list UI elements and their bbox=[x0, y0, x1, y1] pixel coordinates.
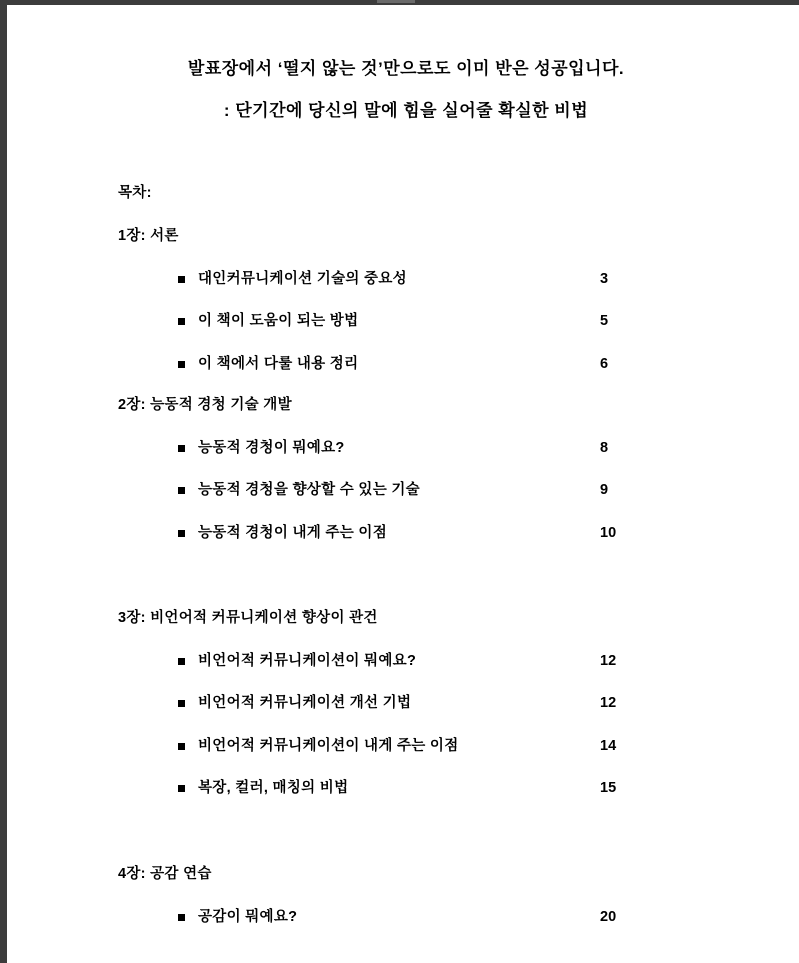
toc-entry-page-number: 10 bbox=[600, 524, 617, 541]
toc-entry-page-number: 3 bbox=[600, 270, 609, 287]
toc-entry-label: 이 책이 도움이 되는 방법 bbox=[198, 313, 359, 329]
document-subtitle: : 단기간에 당신의 말에 힘을 실어줄 확실한 비법 bbox=[223, 101, 589, 120]
square-bullet-icon bbox=[178, 743, 185, 750]
square-bullet-icon bbox=[178, 700, 185, 707]
square-bullet-icon bbox=[178, 785, 185, 792]
toc-entry-label: 능동적 경청이 내게 주는 이점 bbox=[198, 524, 387, 541]
toc-entry-page-number: 15 bbox=[600, 780, 617, 796]
square-bullet-icon bbox=[178, 487, 185, 494]
toc-entry-page-number: 9 bbox=[600, 482, 609, 498]
toc-entry-page-number: 12 bbox=[600, 652, 617, 669]
toc-entry-page-number: 12 bbox=[600, 695, 617, 711]
chapter-heading[interactable]: 3장: 비언어적 커뮤니케이션 향상이 관건 bbox=[118, 610, 378, 626]
viewer-left-border bbox=[0, 0, 7, 963]
chapter-heading[interactable]: 4장: 공감 연습 bbox=[118, 866, 212, 882]
toc-entry-page-number: 20 bbox=[600, 908, 617, 925]
document-title: 발표장에서 ‘떨지 않는 것’만으로도 이미 반은 성공입니다. bbox=[187, 59, 625, 78]
toc-entry-label: 비언어적 커뮤니케이션이 뭐예요? bbox=[198, 652, 417, 669]
toc-entry-page-number: 6 bbox=[600, 355, 609, 372]
square-bullet-icon bbox=[178, 445, 185, 452]
toc-entry-page-number: 8 bbox=[600, 439, 609, 456]
toc-entry-page-number: 5 bbox=[600, 313, 609, 329]
square-bullet-icon bbox=[178, 658, 185, 665]
square-bullet-icon bbox=[178, 318, 185, 325]
toc-entry-label: 비언어적 커뮤니케이션 개선 기법 bbox=[198, 695, 412, 711]
chapter-heading[interactable]: 2장: 능동적 경청 기술 개발 bbox=[118, 397, 292, 413]
toc-entry-label: 대인커뮤니케이션 기술의 중요성 bbox=[198, 270, 407, 287]
toc-entry-label: 복장, 컬러, 매칭의 비법 bbox=[198, 780, 349, 796]
toc-entry-label: 비언어적 커뮤니케이션이 내게 주는 이점 bbox=[198, 737, 459, 754]
toc-entry-page-number: 14 bbox=[600, 737, 617, 754]
square-bullet-icon bbox=[178, 276, 185, 283]
toc-heading: 목차: bbox=[118, 185, 152, 201]
viewer-tab-handle[interactable] bbox=[377, 0, 415, 3]
square-bullet-icon bbox=[178, 361, 185, 368]
toc-entry-label: 능동적 경청이 뭐예요? bbox=[198, 439, 345, 456]
square-bullet-icon bbox=[178, 530, 185, 537]
square-bullet-icon bbox=[178, 914, 185, 921]
chapter-heading[interactable]: 1장: 서론 bbox=[118, 228, 179, 244]
toc-entry-label: 공감이 뭐예요? bbox=[198, 908, 298, 925]
toc-entry-label: 능동적 경청을 향상할 수 있는 기술 bbox=[198, 482, 420, 498]
toc-entry-label: 이 책에서 다룰 내용 정리 bbox=[198, 355, 359, 372]
